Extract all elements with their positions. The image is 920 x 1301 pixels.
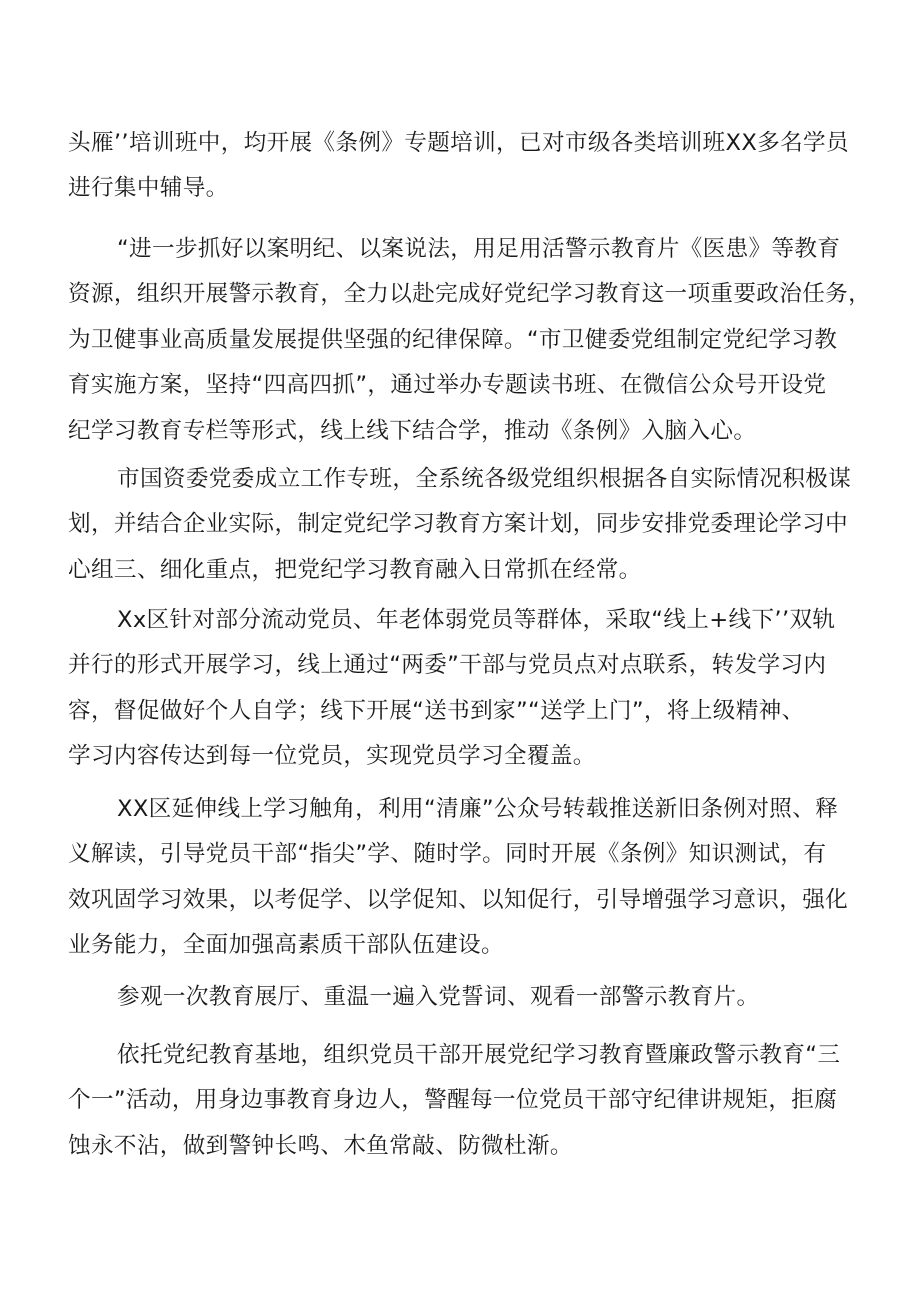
paragraph-7	[68, 1033, 860, 1169]
paragraph-line: “进一步抓好以案明纪、以案说法，用足用活警示教育片《医患》等教育	[117, 236, 841, 262]
paragraph-4	[68, 598, 860, 780]
paragraph-5	[68, 787, 860, 969]
paragraph-line: 参观一次教育展厅、重温一遍入党誓词、观看一部警示教育片。	[117, 984, 760, 1010]
paragraph-line: 为卫健事业高质量发展提供坚强的纪律保障。“市卫健委党组制定党纪学习教	[68, 326, 838, 353]
paragraph-line: 市国资委党委成立工作专班，全系统各级党组织根据各自实际情况积极谋	[117, 466, 852, 492]
paragraph-6	[68, 975, 860, 1020]
paragraph-line: 并行的形式开展学习，线上通过“两委”干部与党员点对点联系，转发学习内	[68, 652, 827, 679]
paragraph-1	[68, 121, 860, 212]
paragraph-line: 业务能力，全面加强高素质干部队伍建设。	[68, 932, 504, 959]
paragraph-line: 依托党纪教育基地，组织党员干部开展党纪学习教育暨廉政警示教育“三	[117, 1042, 841, 1068]
paragraph-line: 心组三、细化重点，把党纪学习教育融入日常抓在经常。	[68, 556, 642, 583]
paragraph-2	[68, 227, 872, 454]
paragraph-line: 育实施方案，坚持“四高四抓”，通过举办专题读书班、在微信公众号开设党	[68, 372, 827, 399]
paragraph-line: Xx区针对部分流动党员、年老体弱党员等群体，采取“线上+线下’’双轨	[117, 607, 836, 633]
paragraph-line: 效巩固学习效果，以考促学、以学促知、以知促行，引导增强学习意识，强化	[68, 886, 849, 913]
paragraph-line: 划，并结合企业实际，制定党纪学习教育方案计划，同步安排党委理论学习中	[68, 511, 849, 538]
paragraph-line: 纪学习教育专栏等形式，线上线下结合学，推动《条例》入脑入心。	[68, 417, 757, 444]
paragraph-line: 个一”活动，用身边事教育身边人，警醒每一位党员干部守纪律讲规矩，拒腐	[68, 1087, 838, 1114]
paragraph-line: XX区延伸线上学习触角，利用“清廉”公众号转载推送新旧条例对照、释	[117, 796, 839, 822]
paragraph-line: 义解读，引导党员干部“指尖”学、随时学。同时开展《条例》知识测试，有	[68, 841, 827, 868]
paragraph-line: 容，督促做好个人自学；线下开展“送书到家”“送学上门”，将上级精神、	[68, 697, 805, 724]
paragraph-line: 蚀永不沾，做到警钟长鸣、木鱼常敲、防微杜渐。	[68, 1132, 573, 1159]
paragraph-line: 资源，组织开展警示教育，全力以赴完成好党纪学习教育这一项重要政治任务，	[68, 281, 872, 308]
paragraph-3	[68, 457, 860, 593]
paragraph-line: 学习内容传达到每一位党员，实现党员学习全覆盖。	[68, 743, 596, 770]
paragraph-line: 进行集中辅导。	[68, 175, 229, 202]
paragraph-line: 头雁’’培训班中，均开展《条例》专题培训，已对市级各类培训班XX多名学员	[68, 130, 849, 156]
